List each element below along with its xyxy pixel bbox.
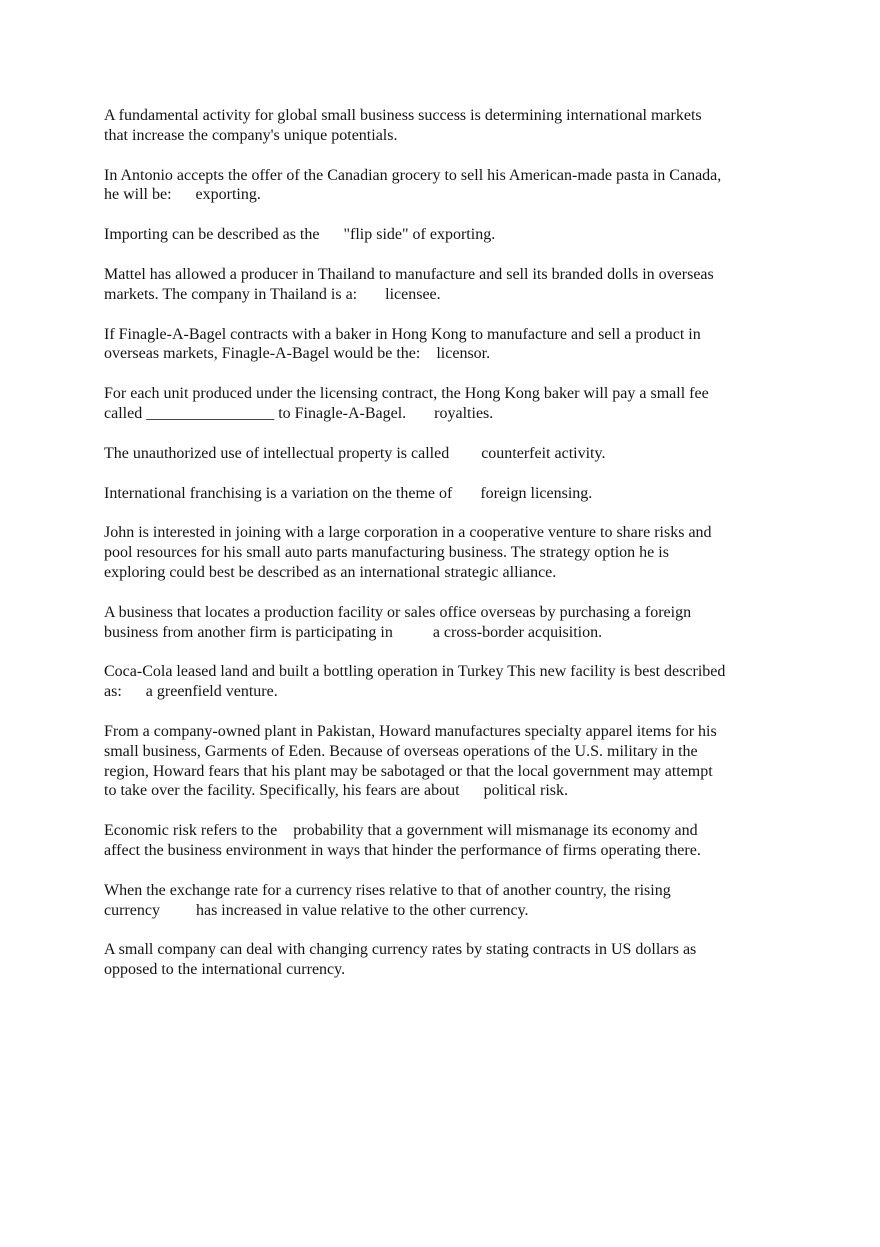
question-text: For each unit produced under the licensing contract, the Hong Kong baker will pay a small fee called ________________ to Finagle-A-Bagel. — [104, 385, 709, 422]
question-text: Coca-Cola leased land and built a bottling operation in Turkey This new facility is best described as: — [104, 663, 726, 701]
answer-text: exporting. — [195, 186, 261, 204]
qa-item-7 — [104, 444, 784, 464]
qa-item-6 — [104, 384, 784, 424]
question-text: Importing can be described as the — [104, 226, 344, 244]
qa-item-15 — [104, 940, 784, 980]
question-text: Mattel has allowed a producer in Thailand to manufacture and sell its branded dolls in overseas markets. The company in Thailand is a: — [104, 265, 714, 303]
qa-item-5 — [104, 325, 784, 365]
question-text: When the exchange rate for a currency rises relative to that of another country, the rising currency — [104, 881, 671, 919]
answer-text: political risk. — [483, 782, 568, 800]
answer-text: stating contracts in US dollars as opposed to the international currency. — [104, 941, 697, 979]
qa-item-3 — [104, 225, 784, 245]
answer-text: licensee. — [385, 285, 441, 303]
answer-text: has increased in value relative to the other currency. — [195, 901, 529, 919]
answer-text: probability that a government will mismanage its economy and affect the business environment in ways that hinder the performance of firms operating there. — [104, 822, 701, 859]
qa-item-4 — [104, 265, 784, 305]
question-text: From a company-owned plant in Pakistan, Howard manufactures specialty apparel items for his small business, Garments of Eden. Because of overseas operations of the U.S. military in the region, Howard fears that his plant may be sabotaged or that the local government may attempt to take over the facility. Specifically, his fears are about — [104, 722, 717, 800]
qa-item-14 — [104, 881, 784, 921]
qa-item-10 — [104, 603, 784, 643]
question-text: International franchising is a variation on the theme of — [104, 484, 481, 502]
question-text: In Antonio accepts the offer of the Canadian grocery to sell his American-made pasta in Canada, he will be: — [104, 166, 722, 204]
qa-item-11 — [104, 662, 784, 702]
answer-text: a cross-border acquisition. — [432, 623, 603, 641]
answer-text: "flip side" of exporting. — [343, 226, 496, 244]
answer-text: a greenfield venture. — [145, 683, 278, 701]
answer-text: an international strategic alliance. — [340, 563, 557, 581]
qa-item-1 — [104, 106, 784, 146]
question-text: If Finagle-A-Bagel contracts with a baker in Hong Kong to manufacture and sell a product in overseas markets, Finagle-A-Bagel would be the: — [104, 325, 701, 363]
qa-item-12 — [104, 722, 784, 801]
question-text: A small company can deal with changing currency rates by — [104, 941, 487, 959]
answer-text: foreign licensing. — [480, 484, 593, 502]
question-text: John is interested in joining with a large corporation in a cooperative venture to share risks and pool resources for his small auto parts manufacturing business. The strategy option he is exploring could best be described as — [104, 524, 712, 581]
qa-item-2 — [104, 166, 784, 206]
answer-text: counterfeit activity. — [481, 444, 606, 462]
question-text: Economic risk refers to the — [104, 822, 294, 840]
answer-text: royalties. — [434, 404, 494, 422]
question-text: The unauthorized use of intellectual property is called — [104, 444, 482, 462]
qa-item-9 — [104, 523, 784, 582]
question-text: A fundamental activity for global small business success is — [104, 107, 485, 124]
document-page — [104, 106, 784, 1000]
qa-item-13 — [104, 821, 784, 861]
question-text: A business that locates a production facility or sales office overseas by purchasing a foreign business from another firm is participating in — [104, 603, 692, 641]
answer-text: licensor. — [436, 345, 491, 363]
answer-text: determining international markets that increase the company's unique potentials. — [104, 107, 702, 144]
qa-item-8 — [104, 484, 784, 504]
